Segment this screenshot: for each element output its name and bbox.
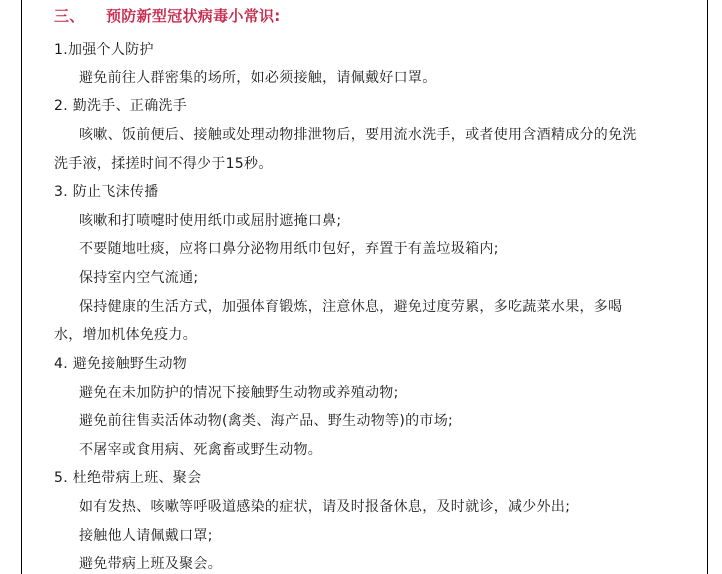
body-line-continuation: 洗手液，揉搓时间不得少于15秒。 — [54, 156, 273, 172]
body-line: 咳嗽和打喷嚏时使用纸巾或屈肘遮掩口鼻; — [79, 213, 342, 229]
section-number: 三、 — [54, 7, 85, 25]
item-heading-5: 5. 杜绝带病上班、聚会 — [54, 470, 202, 486]
body-line: 保持健康的生活方式，加强体育锻炼，注意休息，避免过度劳累，多吃蔬菜水果，多喝 — [79, 299, 623, 315]
body-line: 如有发热、咳嗽等呼吸道感染的症状，请及时报备休息，及时就诊，减少外出; — [79, 499, 571, 515]
item-heading-2: 2. 勤洗手、正确洗手 — [54, 98, 188, 114]
item-heading-3: 3. 防止飞沫传播 — [54, 184, 159, 200]
section-title: 预防新型冠状病毒小常识: — [106, 7, 281, 25]
document-frame — [21, 0, 708, 574]
body-line: 避免前往人群密集的场所，如必须接触，请佩戴好口罩。 — [79, 70, 437, 86]
body-line: 不屠宰或食用病、死禽畜或野生动物。 — [79, 442, 323, 458]
body-line: 咳嗽、饭前便后、接触或处理动物排泄物后，要用流水洗手，或者使用含酒精成分的免洗 — [79, 127, 637, 143]
body-line-continuation: 水，增加机体免疫力。 — [54, 327, 197, 343]
body-line: 避免带病上班及聚会。 — [79, 556, 222, 572]
item-heading-4: 4. 避免接触野生动物 — [54, 356, 188, 372]
body-line: 避免前往售卖活体动物(禽类、海产品、野生动物等)的市场; — [79, 413, 454, 429]
section-heading — [54, 6, 281, 26]
body-line: 避免在未加防护的情况下接触野生动物或养殖动物; — [79, 385, 399, 401]
body-line: 接触他人请佩戴口罩; — [79, 528, 213, 544]
body-line: 不要随地吐痰，应将口鼻分泌物用纸巾包好，弃置于有盖垃圾箱内; — [79, 241, 499, 257]
item-heading-1: 1.加强个人防护 — [54, 42, 154, 58]
body-line: 保持室内空气流通; — [79, 270, 199, 286]
